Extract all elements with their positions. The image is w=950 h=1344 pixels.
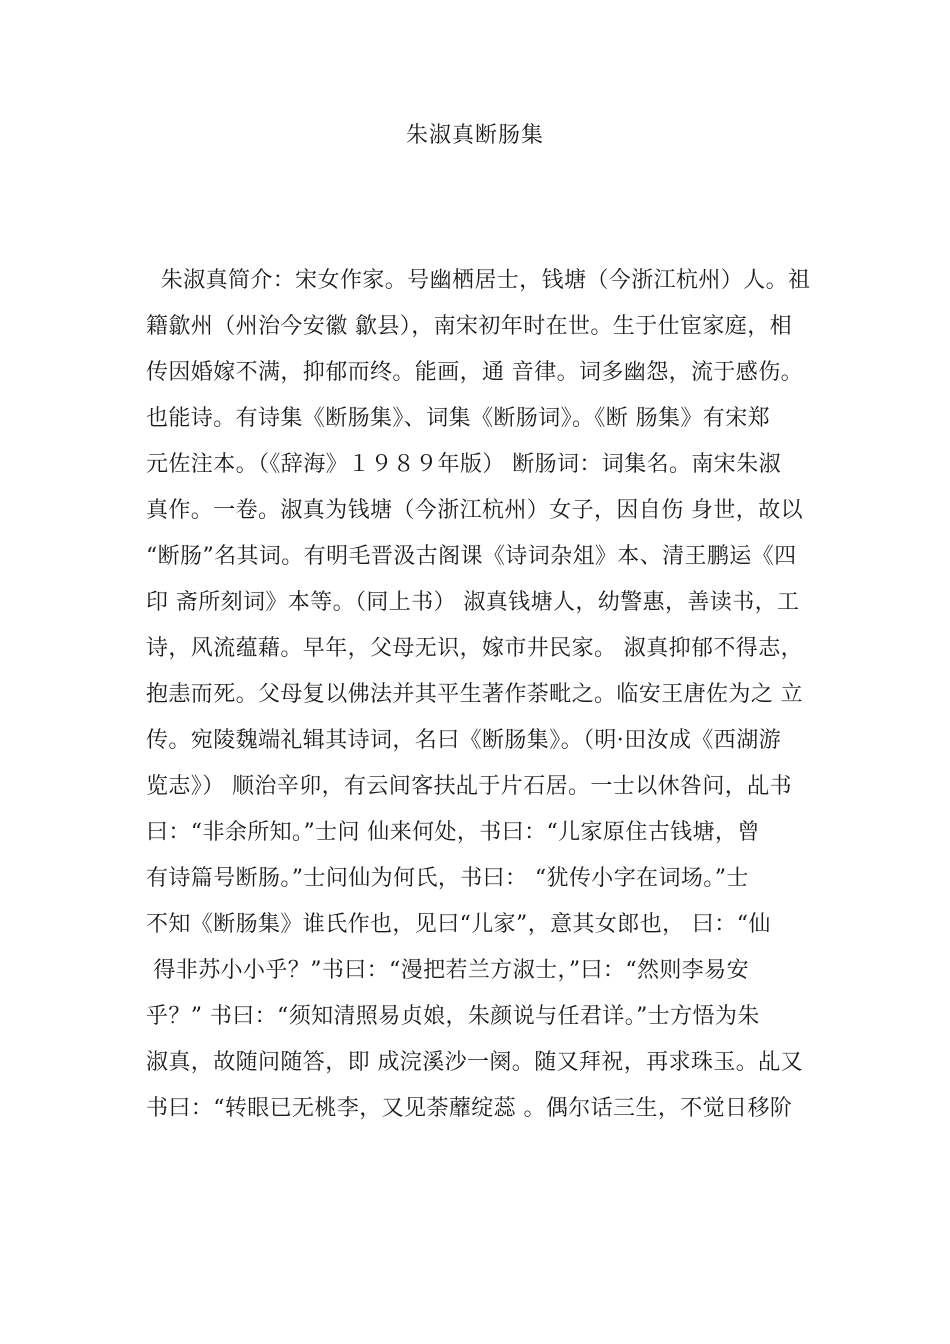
- body-line: 曰：“非余所知。”士问 仙来何处，书曰：“儿家原住古钱塘，曾: [146, 820, 760, 845]
- body-line: 元佐注本。（《辞海》１９８９年版） 断肠词：词集名。南宋朱淑: [146, 452, 781, 477]
- body-line: 印 斋所刻词》本等。（同上书） 淑真钱塘人，幼警惠，善读书，工: [146, 590, 800, 615]
- body-line: 有诗篇号断肠。”士问仙为何氏，书曰： “犹传小字在词场。”士: [146, 866, 749, 891]
- body-line: 诗，风流蕴藉。早年，父母无识，嫁市井民家。 淑真抑郁不得志，: [146, 636, 803, 661]
- body-line: 传因婚嫁不满，抑郁而终。能画，通 音律。词多幽怨，流于感伤。: [146, 360, 803, 385]
- body-line: “断肠”名其词。有明毛晋汲古阁课《诗词杂俎》本、清王鹏运《四: [146, 544, 797, 569]
- body-line: 真作。一卷。淑真为钱塘（今浙江杭州）女子，因自伤 身世，故以: [146, 498, 803, 523]
- body-line: 也能诗。有诗集《断肠集》、词集《断肠词》。《断 肠集》有宋郑: [146, 406, 770, 431]
- body-line: 朱淑真简介：宋女作家。号幽栖居士，钱塘（今浙江杭州）人。祖: [146, 268, 811, 293]
- document-body: [146, 258, 812, 1132]
- document-title: 朱淑真断肠集: [405, 123, 544, 148]
- body-line: 得非苏小小乎？”书曰：“漫把若兰方淑士，”曰：“然则李易安: [146, 958, 749, 983]
- body-line: 览志》） 顺治辛卯，有云间客扶乩于片石居。一士以休咎问，乩书: [146, 774, 792, 799]
- body-line: 籍歙州（州治今安徽 歙县），南宋初年时在世。生于仕宦家庭，相: [146, 314, 792, 339]
- body-line: 淑真，故随问随答，即 成浣溪沙一阕。随又拜祝，再求珠玉。乩又: [146, 1050, 803, 1075]
- body-line: 书曰：“转眼已无桃李，又见荼蘼绽蕊 。偶尔话三生，不觉日移阶: [146, 1096, 793, 1121]
- body-line: 传。宛陵魏端礼辑其诗词，名曰《断肠集》。（明·田汝成《西湖游: [146, 728, 781, 753]
- body-line: 不知《断肠集》谁氏作也，见曰“儿家”，意其女郎也， 曰：“仙: [146, 912, 771, 937]
- body-line: 乎？” 书曰：“须知清照易贞娘，朱颜说与任君详。”士方悟为朱: [146, 1004, 760, 1029]
- body-line: 抱恚而死。父母复以佛法并其平生著作荼毗之。临安王唐佐为之 立: [146, 682, 803, 707]
